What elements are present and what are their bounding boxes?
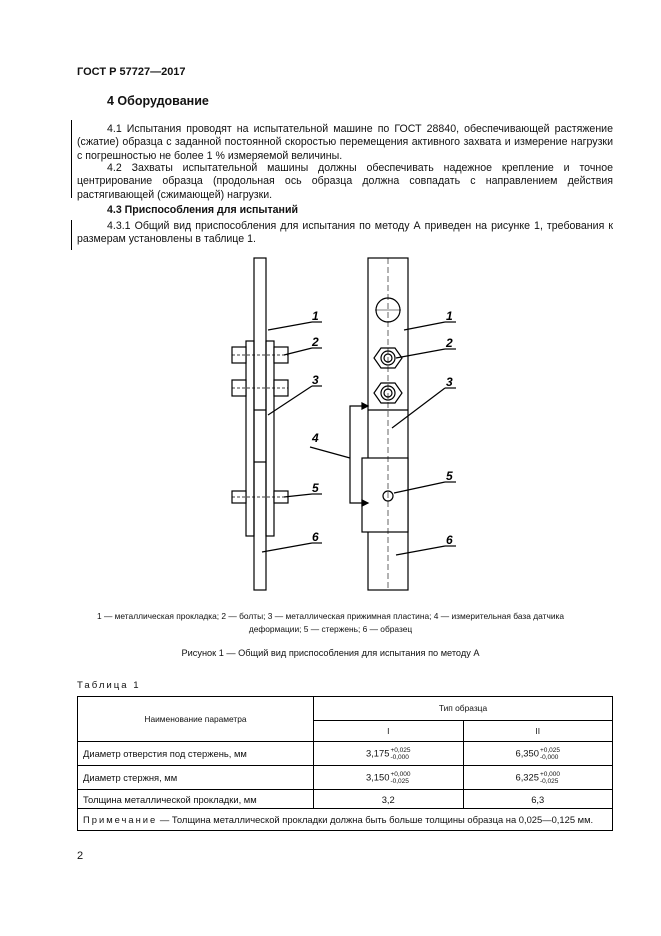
table-row: Диаметр отверстия под стержень, мм 3,175+0,025 -0,000 6,350+0,025 -0,000	[78, 742, 613, 766]
label-5-left: 5	[312, 481, 319, 495]
paragraph-4-1: 4.1 Испытания проводят на испытательной машине по ГОСТ 28840, обеспечивающей растяжение (сжатие) образца с заданной постоянной скоростью перемещения активного захвата и измерение нагрузки с погрешностью не более 1 % измеряемой величины.	[77, 123, 613, 162]
header-param: Наименование параметра	[78, 697, 314, 742]
plate-side	[266, 341, 274, 536]
label-4: 4	[312, 431, 319, 445]
figure-legend: 1 — металлическая прокладка; 2 — болты; 3 — металлическая прижимная пластина; 4 — измерительная база датчика деформации; 5 — стержень; 6 — образец	[96, 611, 565, 634]
table-note: Примечание — Толщина металлической прокладки должна быть больше толщины образца на 0,025—0,125 мм.	[78, 809, 613, 831]
header-type-1: I	[314, 720, 464, 741]
label-1-left: 1	[312, 309, 319, 323]
parameters-table	[77, 696, 613, 831]
paragraph-4-2: 4.2 Захваты испытательной машины должны обеспечивать надежное крепление и точное центрирование образца (продольная ось образца должна совпадать с направлением действия растягивающей (сжимающей) нагрузки.	[77, 162, 613, 201]
table-row: Толщина металлической прокладки, мм 3,2 6,3	[78, 790, 613, 809]
spacer-side	[246, 341, 254, 536]
label-6-right: 6	[446, 533, 453, 547]
paragraph-4-3-1: 4.3.1 Общий вид приспособления для испытания по методу А приведен на рисунке 1, требования к размерам установлены в таблице 1.	[77, 220, 613, 246]
table-row: Диаметр стержня, мм 3,150+0,000 -0,025 6,325+0,000 -0,025	[78, 766, 613, 790]
label-2-left: 2	[312, 335, 319, 349]
document-code: ГОСТ Р 57727—2017	[77, 66, 186, 78]
figure-title: Рисунок 1 — Общий вид приспособления для испытания по методу А	[181, 648, 480, 658]
page-number: 2	[77, 850, 84, 862]
rod-block-front	[362, 458, 408, 532]
label-1-right: 1	[446, 309, 453, 323]
change-bar	[71, 120, 72, 198]
header-type: Тип образца	[314, 697, 613, 721]
figure-1-drawing	[0, 250, 661, 600]
label-5-right: 5	[446, 469, 453, 483]
label-2-right: 2	[446, 336, 453, 350]
subsection-4-3-title: 4.3 Приспособления для испытаний	[107, 204, 298, 216]
section-title: 4 Оборудование	[107, 94, 209, 108]
specimen-side	[254, 258, 266, 590]
header-type-2: II	[463, 720, 613, 741]
label-3-right: 3	[446, 375, 453, 389]
change-bar	[71, 220, 72, 250]
label-6-left: 6	[312, 530, 319, 544]
label-3-left: 3	[312, 373, 319, 387]
table-label: Таблица 1	[77, 680, 141, 691]
